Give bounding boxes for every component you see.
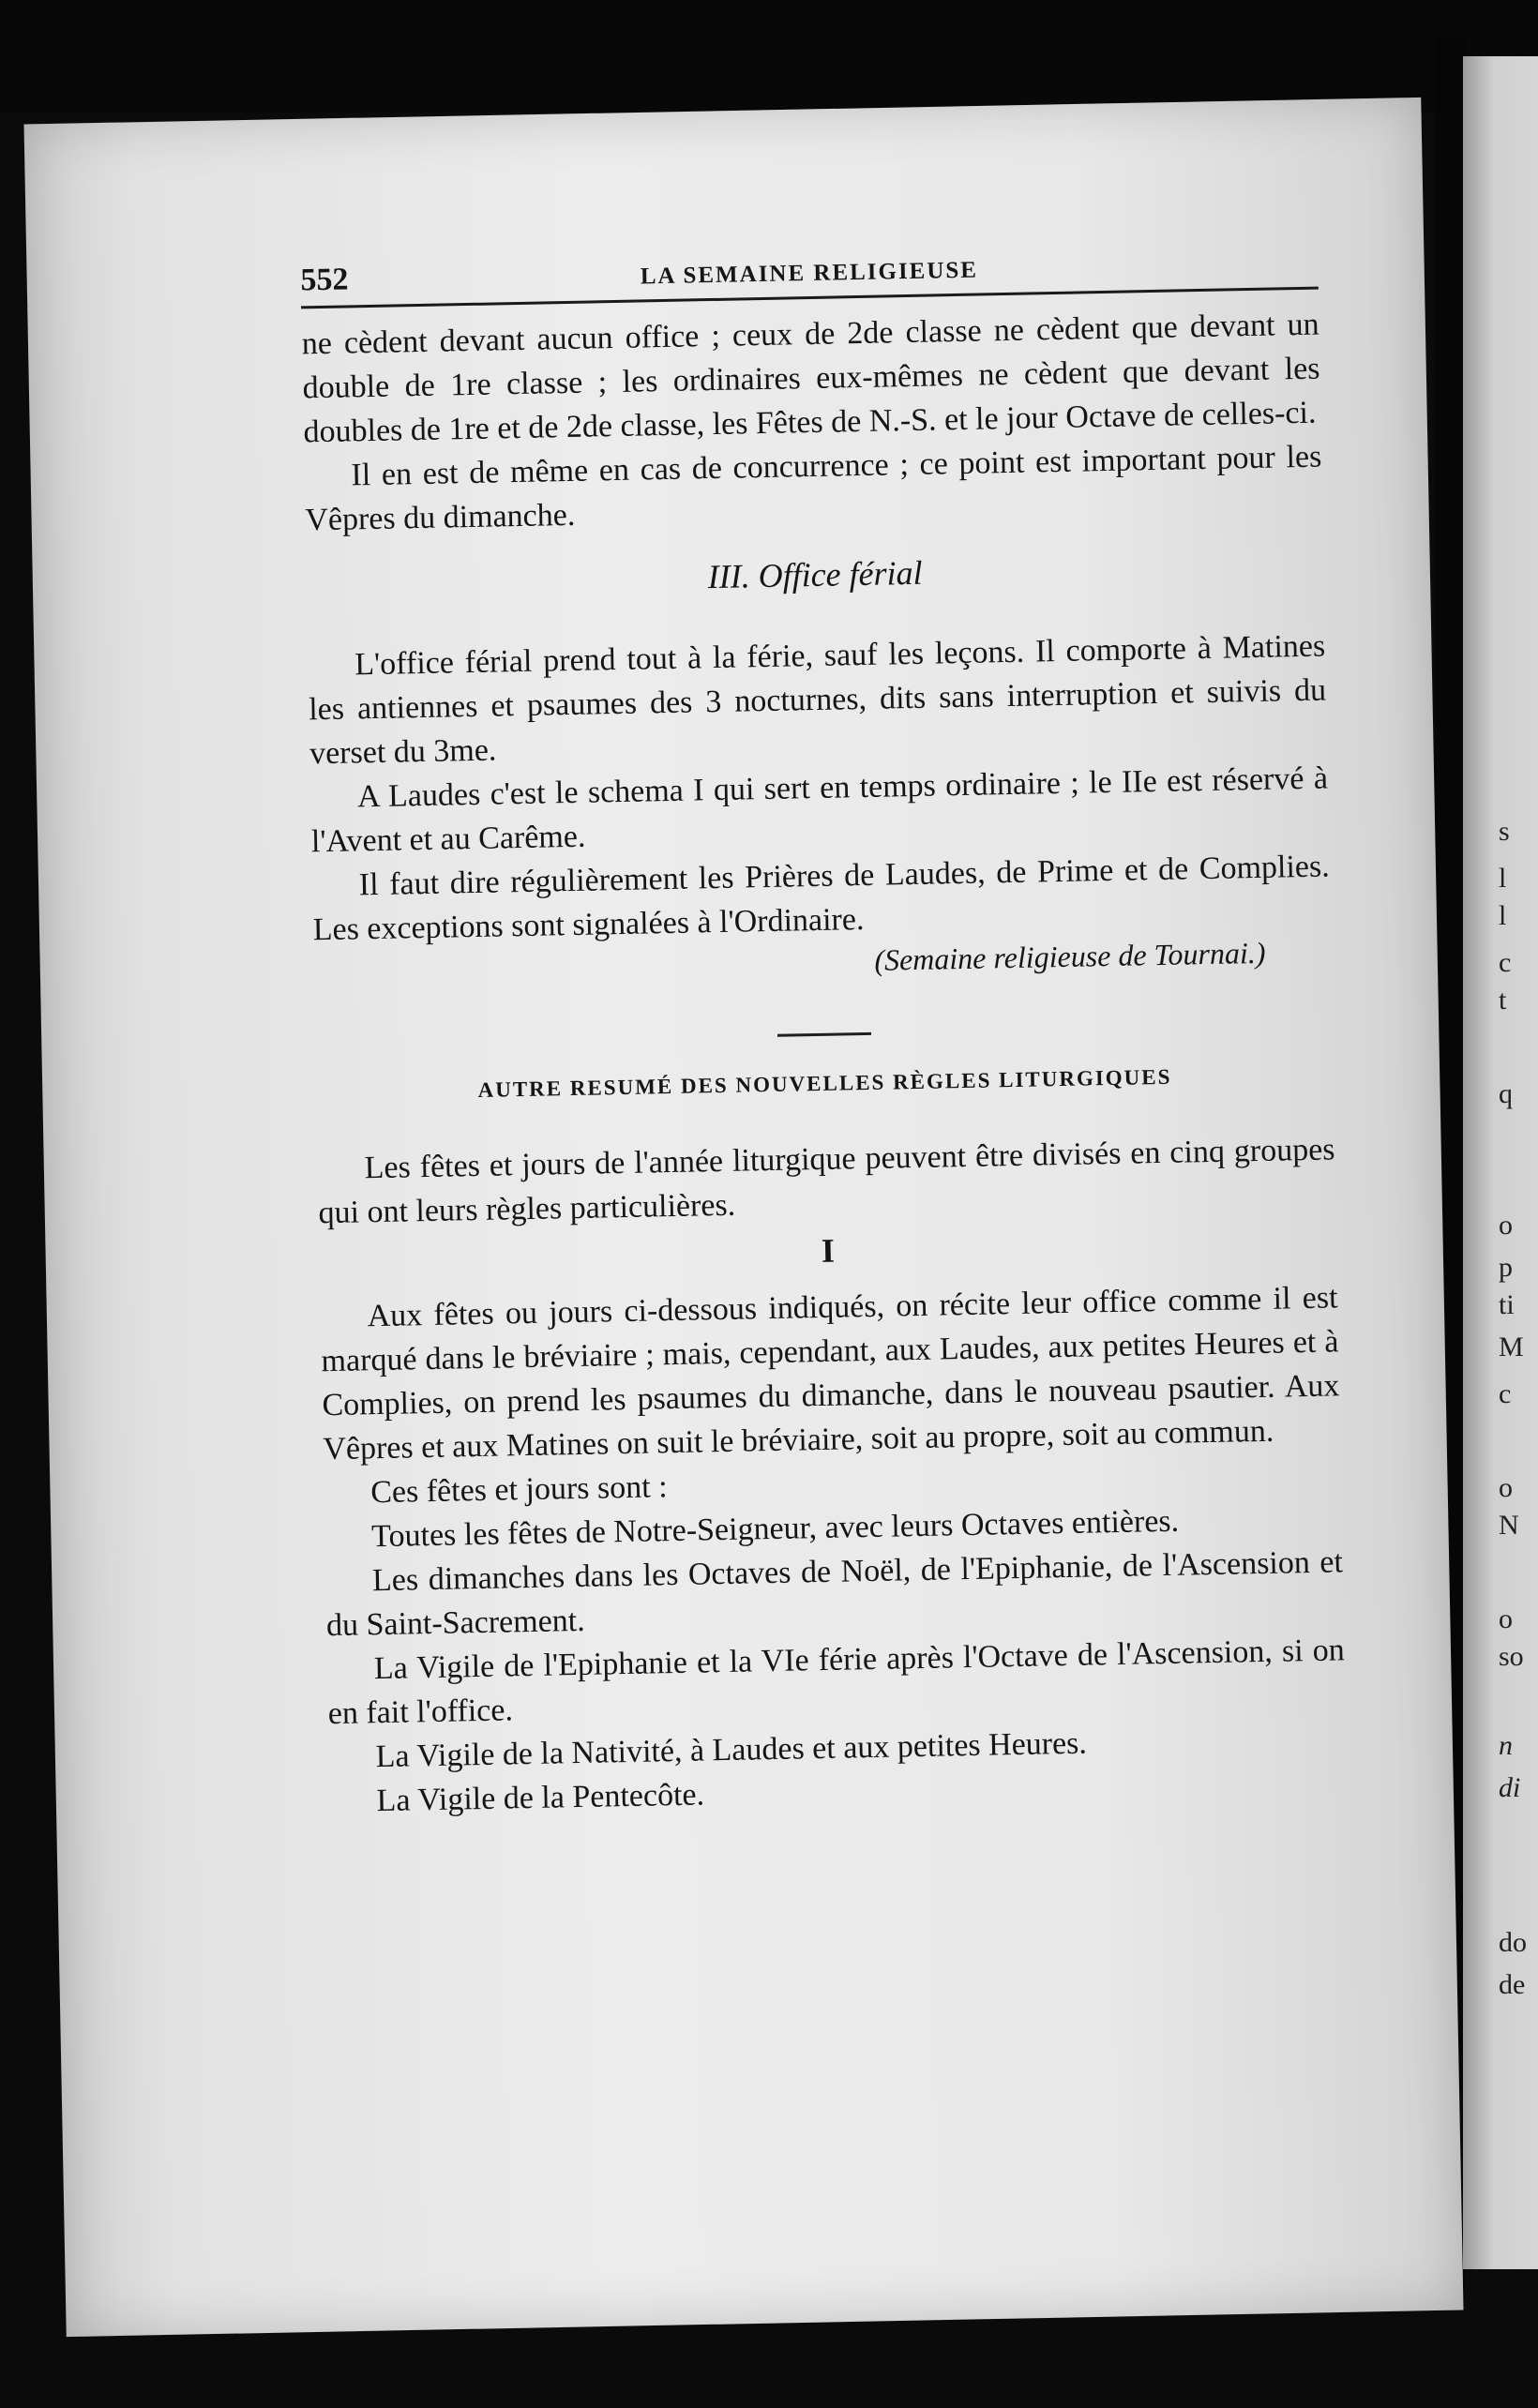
scan-background (0, 0, 1538, 113)
facing-page-fragment: c (1499, 1378, 1512, 1409)
facing-page-fragment: di (1499, 1772, 1521, 1803)
paragraph-continued: ne cèdent devant aucun office ; ceux de 2de classe ne cèdent que devant un double de 1re classe ; les ordinaires eux-mêmes ne cèdent que devant les doubles de 1re et de 2de classe, les Fêtes de N.-S. et le jour Octave de celles-ci. (301, 307, 1320, 450)
facing-page-fragment: s (1499, 816, 1510, 847)
page-content (300, 244, 1348, 1825)
paragraph: Il en est de même en cas de concurrence ; ce point est important pour les Vêpres du dimanche. (305, 439, 1322, 538)
paragraph: La Vigile de la Nativité, à Laudes et aux petites Heures. (375, 1725, 1088, 1775)
facing-page-fragment: p (1499, 1252, 1513, 1283)
facing-page-fragment: q (1499, 1078, 1513, 1109)
section-numeral: I (821, 1231, 836, 1270)
article-heading: AUTRE RESUMÉ DES NOUVELLES RÈGLES LITURGIQUES (477, 1064, 1172, 1102)
facing-page-fragment: c (1499, 947, 1512, 978)
facing-page-fragment: ti (1499, 1289, 1515, 1320)
running-title: LA SEMAINE RELIGIEUSE (640, 257, 979, 290)
facing-page-fragment: l (1499, 863, 1507, 894)
paragraph: A Laudes c'est le schema I qui sert en temps ordinaire ; le IIe est réservé à l'Avent et au Carême. (310, 760, 1329, 860)
paragraph: Il faut dire régulièrement les Prières de Laudes, de Prime et de Complies. Les exceptions sont signalées à l'Ordinaire. (312, 849, 1331, 948)
facing-page-fragment: l (1499, 900, 1507, 931)
facing-page-fragment: N (1499, 1510, 1519, 1541)
paragraph: Les fêtes et jours de l'année liturgique peuvent être divisés en cinq groupes qui ont leurs règles particulières. (318, 1132, 1335, 1231)
section-divider (777, 1032, 870, 1037)
facing-page-fragment: o (1499, 1472, 1513, 1503)
facing-page-fragment: M (1499, 1332, 1524, 1362)
paragraph: Les dimanches dans les Octaves de Noël, de l'Epiphanie, de l'Ascension et du Saint-Sacrement. (325, 1544, 1344, 1644)
facing-page-fragment: do (1499, 1927, 1527, 1958)
source-citation: (Semaine religieuse de Tournai.) (874, 935, 1266, 977)
paragraph: La Vigile de l'Epiphanie et la VIe férie après l'Octave de l'Ascension, si on en fait l'office. (327, 1633, 1346, 1732)
section-title: III. Office férial (707, 553, 923, 596)
paragraph: L'office férial prend tout à la férie, sauf les leçons. Il comporte à Matines les antiennes et psaumes des 3 nocturnes, dits sans interruption et suivis du verset du 3me. (308, 628, 1327, 772)
facing-page-fragment: o (1499, 1210, 1513, 1241)
facing-page-fragment: de (1499, 1969, 1526, 2000)
paragraph: Ces fêtes et jours sont : (369, 1469, 668, 1511)
paragraph: Aux fêtes ou jours ci-dessous indiqués, on récite leur office comme il est marqué dans le bréviaire ; mais, cependant, aux Laudes, aux petites Heures et à Complies, on prend les psaumes du dimanche, dans le nouveau psautier. Aux Vêpres et aux Matines on suit le bréviaire, soit au propre, soit au commun. (321, 1280, 1340, 1467)
facing-page-fragment: t (1499, 985, 1507, 1016)
paragraph: La Vigile de la Pentecôte. (376, 1777, 705, 1819)
page-number: 552 (300, 262, 349, 298)
facing-page-fragment: o (1499, 1603, 1513, 1634)
facing-page-fragment: n (1499, 1730, 1513, 1761)
paragraph: Toutes les fêtes de Notre-Seigneur, avec leurs Octaves entières. (370, 1503, 1180, 1555)
facing-page-fragment: so (1499, 1641, 1524, 1672)
